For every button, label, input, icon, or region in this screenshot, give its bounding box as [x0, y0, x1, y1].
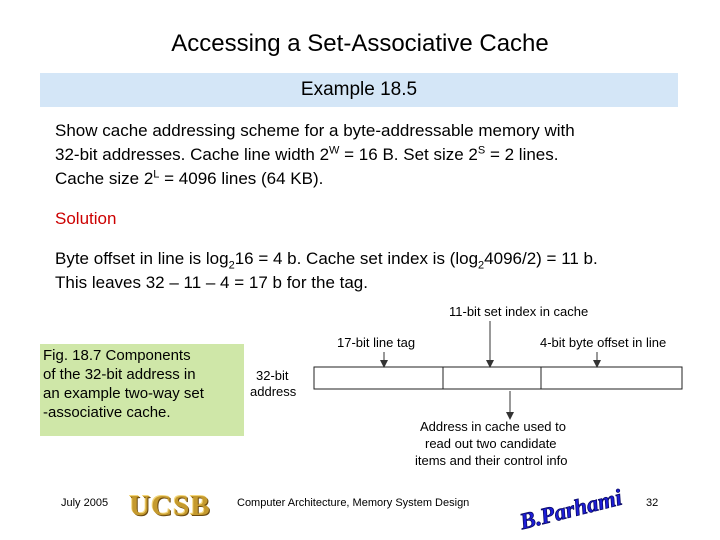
signature-text: B.Parhami: [517, 484, 625, 535]
subscript: 2: [228, 259, 235, 272]
superscript: L: [153, 168, 160, 181]
tag-label: 17-bit line tag: [337, 335, 416, 350]
example-banner: Example 18.5: [40, 73, 678, 107]
text: Cache size 2: [55, 169, 154, 188]
address-label-line-1: 32-bit: [256, 368, 289, 383]
text: 16 = 4 b. Cache set index is (log: [234, 249, 479, 268]
text: 4096/2) = 11 b.: [484, 249, 598, 268]
note-line-3: items and their control info: [415, 453, 568, 468]
footer-date: July 2005: [61, 497, 109, 509]
text: = 2 lines.: [485, 145, 559, 164]
text: = 4096 lines (64 KB).: [159, 169, 324, 188]
address-box: [314, 367, 682, 389]
slide-title: Accessing a Set-Associative Cache: [171, 30, 549, 57]
offset-label: 4-bit byte offset in line: [540, 335, 667, 350]
page-number: 32: [646, 497, 659, 509]
solution-heading: Solution: [55, 209, 117, 228]
caption-line-1: Fig. 18.7 Components: [43, 347, 191, 364]
solution-line-2: This leaves 32 – 11 – 4 = 17 b for the tag.: [55, 273, 368, 292]
footer-course-title: Computer Architecture, Memory System Design: [237, 497, 470, 509]
text: Byte offset in line is log: [55, 249, 229, 268]
subscript: 2: [478, 259, 485, 272]
logo-wordmark: UCSB: [129, 490, 211, 522]
superscript: S: [477, 144, 486, 157]
set-index-label: 11-bit set index in cache: [449, 304, 589, 319]
note-line-1: Address in cache used to: [420, 419, 566, 434]
caption-line-2: of the 32-bit address in: [43, 366, 196, 383]
text: = 16 B. Set size 2: [339, 145, 478, 164]
ucsb-logo: [125, 488, 215, 524]
note-line-2: read out two candidate: [425, 436, 557, 451]
author-signature-logo: [515, 480, 625, 536]
problem-line-1: Show cache addressing scheme for a byte-addressable memory with: [55, 121, 575, 140]
address-label-line-2: address: [250, 384, 297, 399]
superscript: W: [329, 144, 340, 157]
text: 32-bit addresses. Cache line width 2: [55, 145, 330, 164]
caption-line-3: an example two-way set: [43, 385, 204, 402]
caption-line-4: -associative cache.: [43, 404, 171, 421]
